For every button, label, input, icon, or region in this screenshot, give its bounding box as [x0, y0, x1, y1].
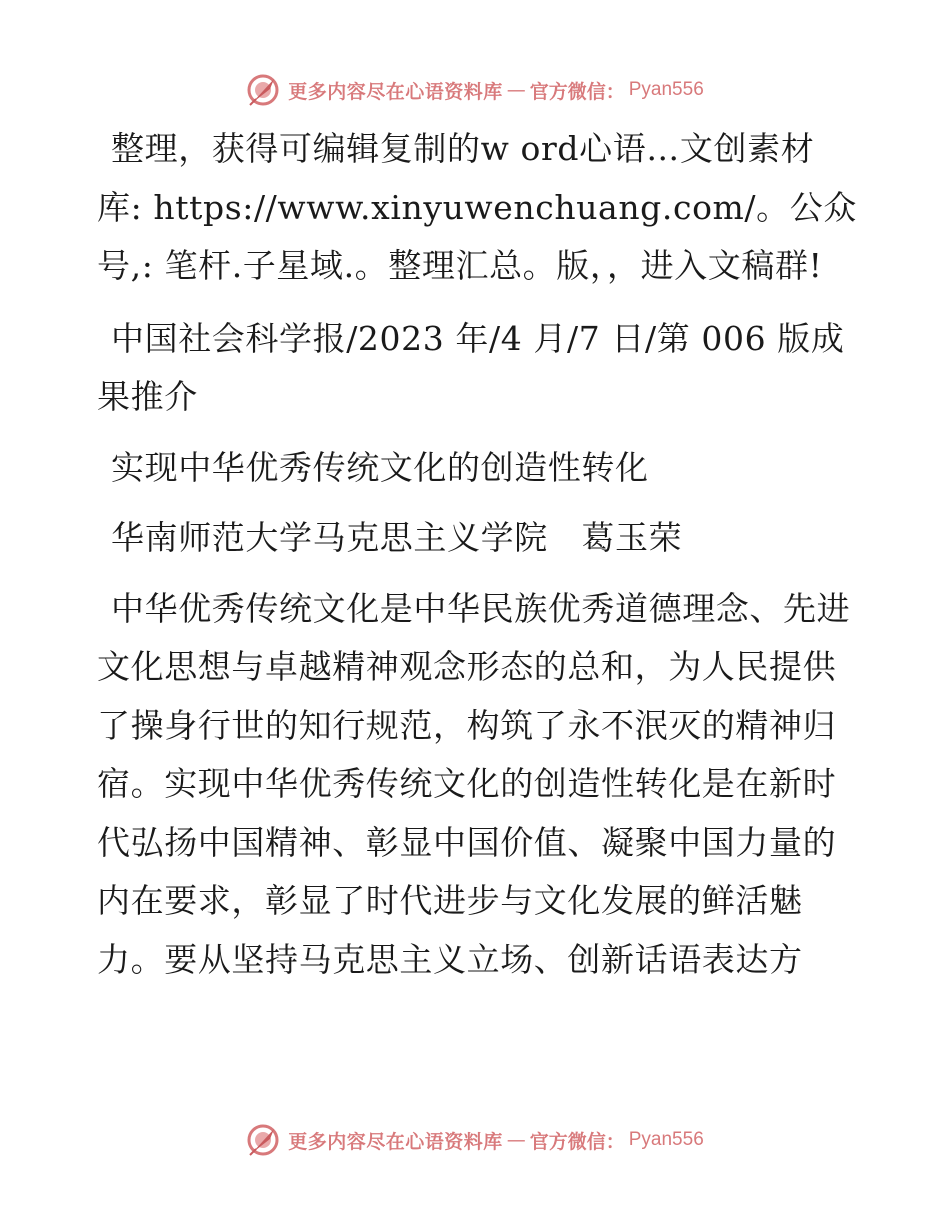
footer-banner-text: 更多内容尽在心语资料库 — [288, 1130, 503, 1153]
header-banner — [0, 70, 950, 110]
document-body — [97, 120, 857, 1001]
author-line: 华南师范大学马克思主义学院 葛玉荣 — [111, 518, 683, 557]
article-title: 实现中华优秀传统文化的创造性转化 — [111, 447, 649, 487]
footer-wechat-id: Pyan556 — [628, 1129, 704, 1150]
body-paragraph: 中华优秀传统文化是中华民族优秀道德理念、先进文化思想与卓越精神观念形态的总和，为人民提供了操身行世的知行规范，构筑了永不泯灭的精神归宿。实现中华优秀传统文化的创造性转化是在新时代弘扬中国精神、彰显中国价值、凝聚中国力量的内在要求，彰显了时代进步与文化发展的鲜活魅力。要从坚持马克思主义立场、创新话语表达方 — [97, 588, 851, 979]
quill-seal-icon — [246, 1123, 280, 1157]
footer-banner — [0, 1120, 950, 1160]
header-banner-text: 更多内容尽在心语资料库 — [288, 80, 503, 103]
header-separator: — — [506, 79, 526, 101]
intro-paragraph: 整理，获得可编辑复制的w ord心语…文创素材库: https://www.xinyuwenchuang.com/。公众号,: 笔杆.子星域.。整理汇总。版，，进入文稿群! — [97, 129, 857, 285]
header-wechat-label: 官方微信： — [529, 80, 625, 103]
footer-wechat-label: 官方微信： — [529, 1130, 625, 1153]
source-line: 中国社会科学报/2023 年/4 月/7 日/第 006 版成果推介 — [97, 318, 845, 416]
footer-separator: — — [506, 1129, 526, 1151]
header-wechat-id: Pyan556 — [628, 79, 704, 100]
quill-seal-icon — [246, 73, 280, 107]
